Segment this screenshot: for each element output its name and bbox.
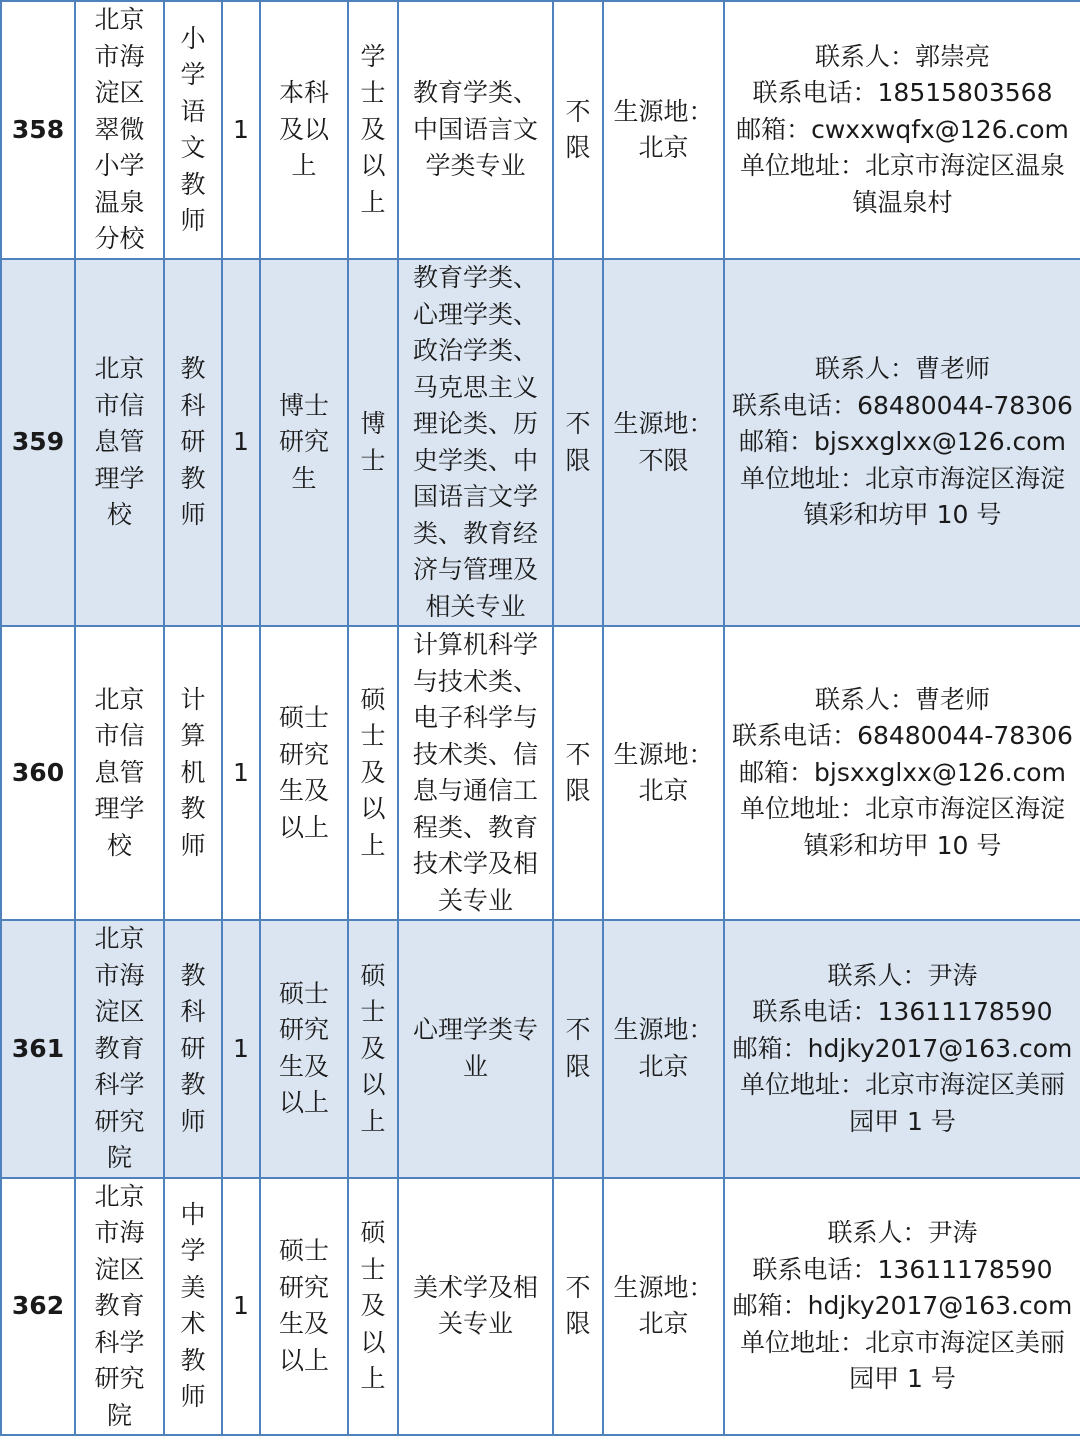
row-number: 361 (1, 920, 75, 1178)
contact-email: 邮箱：bjsxxglxx@126.com (739, 757, 1066, 787)
table-row (1, 1178, 1080, 1436)
education-requirement: 本科及以上 (260, 1, 348, 259)
position-name: 计算机教师 (164, 626, 222, 920)
contact-address-cont: 镇彩和坊甲 10 号 (803, 830, 1002, 860)
table-row (1, 626, 1080, 920)
contact-phone: 联系电话：13611178590 (752, 1254, 1053, 1284)
contact-phone: 联系电话：68480044-78306 (732, 390, 1073, 420)
origin-requirement: 生源地：北京 (603, 920, 724, 1178)
contact-address-cont: 园甲 1 号 (849, 1364, 956, 1393)
contact-info (724, 1178, 1080, 1436)
contact-address: 单位地址：北京市海淀区海淀 (739, 794, 1065, 824)
row-number: 358 (1, 1, 75, 259)
position-name: 小学语文教师 (164, 1, 222, 259)
table-row (1, 259, 1080, 626)
education-requirement: 硕士研究生及以上 (260, 626, 348, 920)
education-requirement: 硕士研究生及以上 (260, 1178, 348, 1436)
row-number: 362 (1, 1178, 75, 1436)
contact-address-cont: 园甲 1 号 (849, 1106, 956, 1136)
degree-requirement: 硕士及以上 (348, 626, 398, 920)
major-requirement: 计算机科学与技术类、电子科学与技术类、信息与通信工程类、教育技术学及相关专业 (398, 626, 553, 920)
row-number: 359 (1, 259, 75, 626)
degree-requirement: 学士及以上 (348, 1, 398, 259)
contact-address: 单位地址：北京市海淀区温泉 (739, 151, 1065, 181)
hire-count: 1 (222, 259, 260, 626)
contact-address-cont: 镇温泉村 (852, 187, 953, 217)
hire-count: 1 (222, 920, 260, 1178)
education-requirement: 硕士研究生及以上 (260, 920, 348, 1178)
unit-name: 北京市海淀区翠微小学温泉分校 (75, 1, 164, 259)
unit-name: 北京市信息管理学校 (75, 259, 164, 626)
origin-requirement: 生源地：不限 (603, 259, 724, 626)
political-status: 不限 (553, 1, 603, 259)
contact-address: 单位地址：北京市海淀区美丽 (739, 1070, 1065, 1099)
hire-count: 1 (222, 1, 260, 259)
position-name: 教科研教师 (164, 920, 222, 1178)
position-name: 中学美术教师 (164, 1178, 222, 1436)
degree-requirement: 硕士及以上 (348, 920, 398, 1178)
position-name: 教科研教师 (164, 259, 222, 626)
unit-name: 北京市海淀区教育科学研究院 (75, 1178, 164, 1436)
origin-requirement: 生源地：北京 (603, 1, 724, 259)
contact-person: 联系人：曹老师 (814, 354, 990, 384)
contact-info (724, 626, 1080, 920)
contact-address-cont: 镇彩和坊甲 10 号 (803, 500, 1002, 530)
contact-phone: 联系电话：18515803568 (752, 78, 1053, 108)
table-row (1, 1, 1080, 259)
major-requirement: 心理学类专业 (398, 920, 553, 1178)
contact-info (724, 920, 1080, 1178)
contact-person: 联系人：郭崇亮 (814, 41, 990, 71)
contact-person: 联系人：尹涛 (827, 1218, 978, 1247)
political-status: 不限 (553, 920, 603, 1178)
hire-count: 1 (222, 1178, 260, 1436)
contact-phone: 联系电话：13611178590 (752, 997, 1053, 1026)
contact-address: 单位地址：北京市海淀区美丽 (739, 1327, 1065, 1357)
contact-email: 邮箱：hdjky2017@163.com (732, 1291, 1073, 1320)
origin-requirement: 生源地：北京 (603, 1178, 724, 1436)
contact-email: 邮箱：hdjky2017@163.com (732, 1033, 1073, 1063)
education-requirement: 博士研究生 (260, 259, 348, 626)
unit-name: 北京市海淀区教育科学研究院 (75, 920, 164, 1178)
major-requirement: 教育学类、心理学类、政治学类、马克思主义理论类、历史学类、中国语言文学类、教育经济与管理及相关专业 (398, 259, 553, 626)
contact-phone: 联系电话：68480044-78306 (732, 721, 1073, 751)
contact-person: 联系人：尹涛 (827, 960, 978, 990)
major-requirement: 美术学及相关专业 (398, 1178, 553, 1436)
contact-email: 邮箱：cwxxwqfx@126.com (736, 114, 1069, 144)
political-status: 不限 (553, 259, 603, 626)
political-status: 不限 (553, 626, 603, 920)
table-row (1, 920, 1080, 1178)
degree-requirement: 博士 (348, 259, 398, 626)
hire-count: 1 (222, 626, 260, 920)
contact-info (724, 259, 1080, 626)
contact-address: 单位地址：北京市海淀区海淀 (739, 463, 1065, 493)
origin-requirement: 生源地：北京 (603, 626, 724, 920)
contact-person: 联系人：曹老师 (814, 684, 990, 714)
degree-requirement: 硕士及以上 (348, 1178, 398, 1436)
contact-info (724, 1, 1080, 259)
unit-name: 北京市信息管理学校 (75, 626, 164, 920)
row-number: 360 (1, 626, 75, 920)
major-requirement: 教育学类、中国语言文学类专业 (398, 1, 553, 259)
political-status: 不限 (553, 1178, 603, 1436)
contact-email: 邮箱：bjsxxglxx@126.com (739, 427, 1066, 457)
